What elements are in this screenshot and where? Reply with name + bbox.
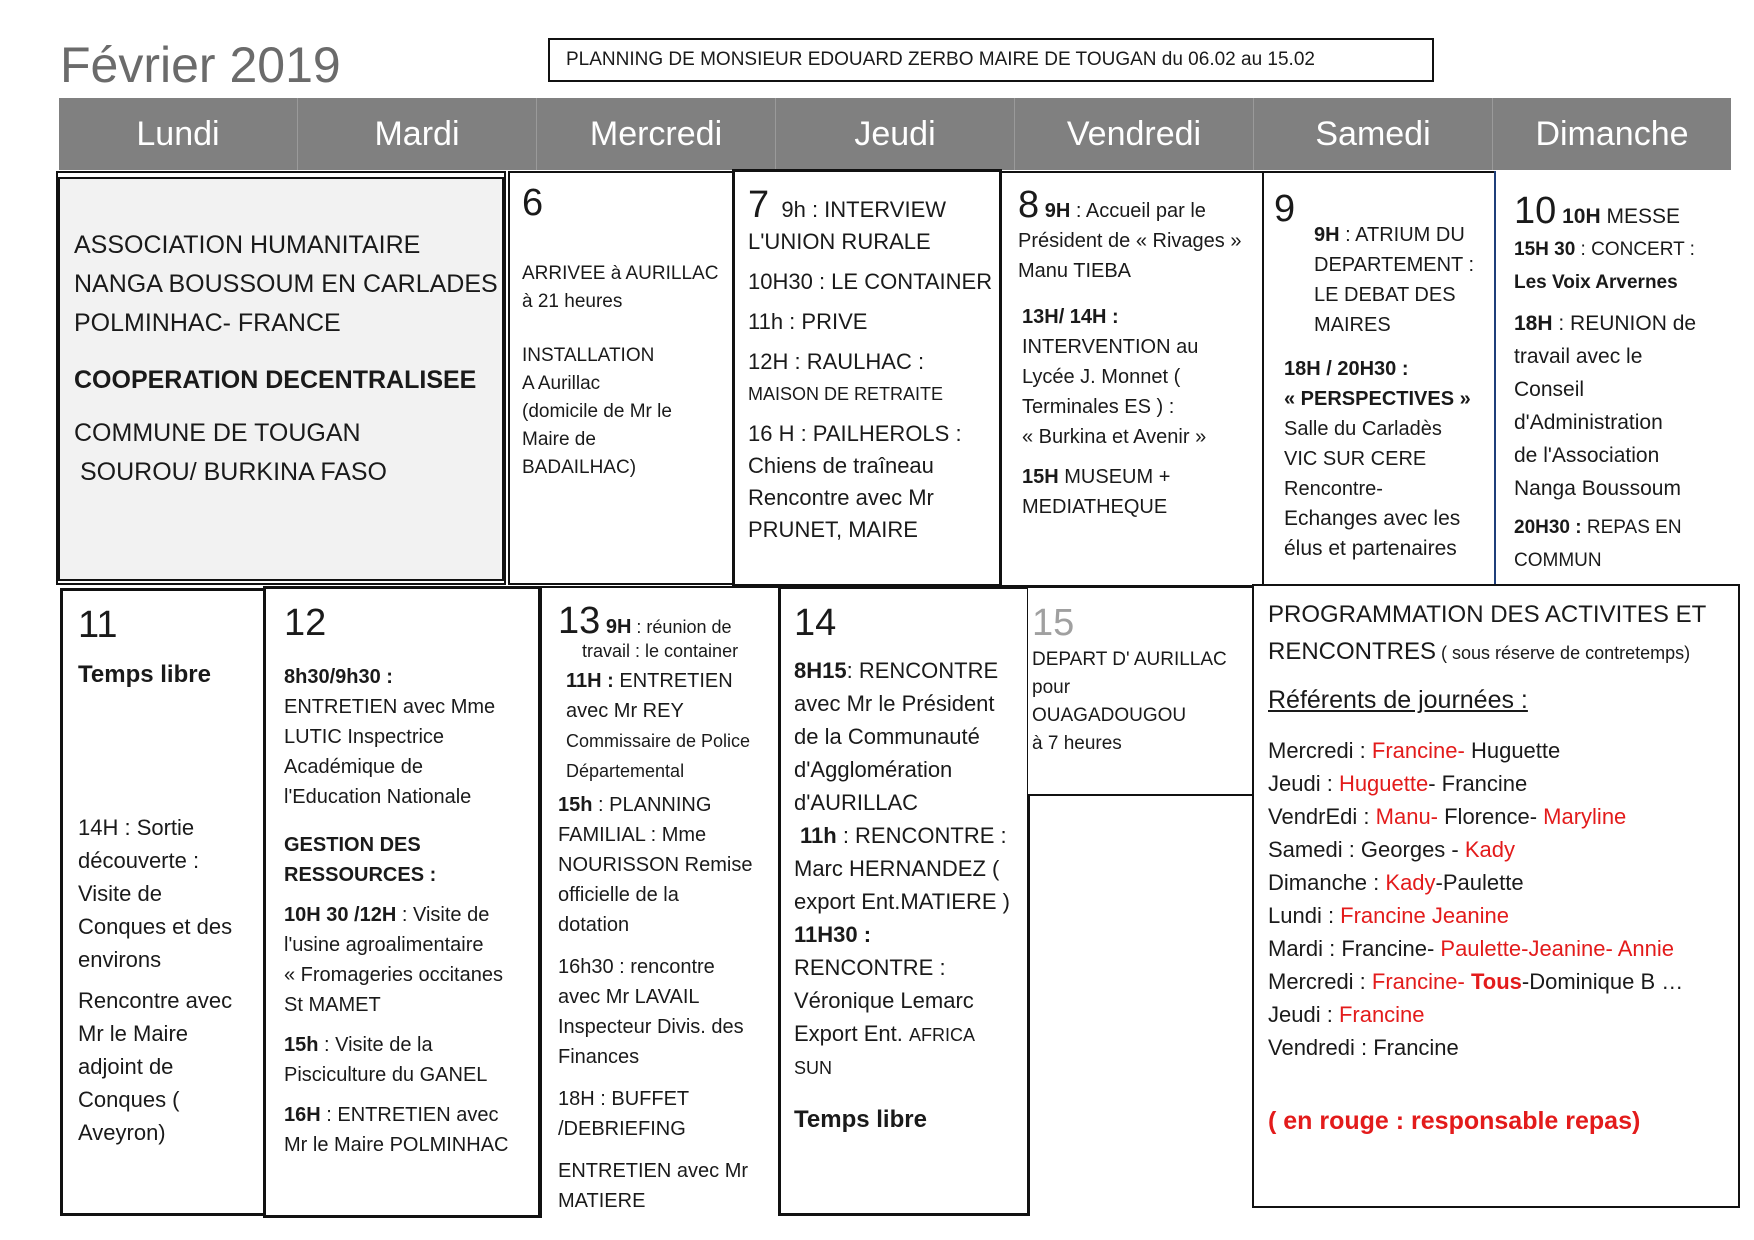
event-text: Export Ent. — [794, 1021, 909, 1046]
event-text: : ENTRETIEN avec — [320, 1104, 499, 1126]
day-8-content — [1018, 186, 1241, 522]
intro-line: POLMINHAC- FRANCE — [74, 309, 341, 337]
referents-heading: Référents de journées : — [1268, 686, 1528, 714]
event-time: 11h — [800, 823, 837, 848]
event-time: 9H — [605, 616, 632, 638]
day-number: 11 — [78, 604, 118, 646]
event-text: NOURISSON Remise — [558, 854, 753, 876]
day-13-content — [558, 602, 752, 1216]
event-text: LE DEBAT DES — [1314, 284, 1456, 306]
event-text: travail : le container — [582, 641, 739, 661]
planning-title: PLANNING DE MONSIEUR EDOUARD ZERBO MAIRE DE TOUGAN du 06.02 au 15.02 — [548, 38, 1434, 82]
day-header-mercredi: Mercredi — [537, 98, 776, 170]
event-time: 9H — [1314, 224, 1340, 246]
event-text: : RENCONTRE : — [836, 823, 1007, 848]
referent-row: Mardi : Francine- Paulette-Jeanine- Annie — [1268, 936, 1675, 961]
event-text: ENTRETIEN avec Mme — [284, 696, 496, 718]
event-text: Conques et des — [78, 914, 233, 939]
event-text: : RENCONTRE — [846, 658, 999, 683]
event-time: 8h30/9h30 : — [284, 666, 393, 688]
association-text — [74, 226, 498, 492]
event-text: avec Mr REY — [566, 700, 684, 722]
event-text: Président de « Rivages » — [1018, 230, 1242, 252]
event-text: COMMUN — [1514, 550, 1602, 571]
event-text: travail avec le — [1514, 345, 1643, 368]
event-text: de l'Association — [1514, 444, 1660, 467]
event-text: Salle du Carladès — [1284, 418, 1442, 440]
event-text: LUTIC Inspectrice — [284, 726, 445, 748]
event-text: à 21 heures — [522, 291, 623, 312]
referent-row: Samedi : Georges - Kady — [1268, 837, 1516, 862]
day-10-content — [1514, 192, 1696, 577]
event-text: 9h : INTERVIEW — [781, 197, 947, 222]
day-number: 10 — [1514, 190, 1557, 232]
event-text: à 7 heures — [1032, 733, 1122, 754]
event-time: 13H/ 14H : — [1022, 306, 1119, 328]
intro-line: NANGA BOUSSOUM EN CARLADES — [74, 270, 498, 298]
dimanche-divider — [1494, 171, 1496, 587]
event-text: INTERVENTION au — [1022, 336, 1199, 358]
event-time: 15h — [284, 1034, 319, 1056]
free-time-label: Temps libre — [78, 661, 211, 688]
event-text: 16 H : PAILHEROLS : — [748, 421, 962, 446]
day-14-content — [794, 604, 1010, 1136]
event-text: PRUNET, MAIRE — [748, 517, 918, 542]
event-text: Pisciculture du GANEL — [284, 1064, 488, 1086]
event-title: Les Voix Arvernes — [1514, 272, 1678, 293]
event-text: : REUNION de — [1552, 312, 1697, 335]
event-text: REPAS EN — [1581, 517, 1682, 538]
event-text: FAMILIAL : Mme — [558, 824, 707, 846]
event-time: 11H30 : — [794, 922, 872, 947]
event-text: ENTRETIEN avec Mr — [558, 1160, 749, 1182]
event-title: « PERSPECTIVES » — [1284, 388, 1471, 410]
intro-cooperation: COOPERATION DECENTRALISEE — [74, 366, 477, 394]
day-header-mardi: Mardi — [298, 98, 537, 170]
programmation-title: PROGRAMMATION DES ACTIVITES ET — [1268, 601, 1707, 628]
event-text: 14H : Sortie — [78, 815, 195, 840]
event-text: d'Administration — [1514, 411, 1663, 434]
event-text: BADAILHAC) — [522, 457, 637, 478]
event-text: RENCONTRE : — [794, 955, 946, 980]
event-text: DEPARTEMENT : — [1314, 254, 1475, 276]
event-text: 16h30 : rencontre — [558, 956, 715, 978]
day-number: 12 — [284, 602, 327, 644]
event-time: 18H — [1514, 312, 1553, 335]
day-9-content — [1274, 190, 1474, 564]
event-text: 12H : RAULHAC : — [748, 349, 925, 374]
event-text: 18H : BUFFET — [558, 1088, 690, 1110]
day-number: 6 — [522, 182, 544, 224]
day-number: 7 — [748, 184, 770, 226]
event-text: Mr le Maire — [78, 1021, 189, 1046]
event-text: Inspecteur Divis. des — [558, 1016, 744, 1038]
event-text: Terminales ES ) : — [1022, 396, 1175, 418]
event-text: MUSEUM + — [1058, 466, 1171, 488]
event-time: 10H — [1562, 205, 1601, 228]
day-11-content — [78, 606, 232, 1149]
legend-note: ( en rouge : responsable repas) — [1268, 1107, 1641, 1135]
event-text: l'usine agroalimentaire — [284, 934, 484, 956]
event-text: AFRICA — [908, 1025, 975, 1045]
event-time: 18H / 20H30 : — [1284, 358, 1409, 380]
event-text: /DEBRIEFING — [558, 1118, 686, 1140]
day-header-row — [59, 98, 1731, 170]
day-header-samedi: Samedi — [1254, 98, 1493, 170]
day-header-jeudi: Jeudi — [776, 98, 1015, 170]
event-text: « Burkina et Avenir » — [1022, 426, 1207, 448]
event-text: Départemental — [566, 761, 685, 781]
referent-row: Mercredi : Francine- Tous-Dominique B … — [1268, 969, 1684, 994]
event-text: Finances — [558, 1046, 640, 1068]
day-12-content — [284, 604, 508, 1160]
event-text: A Aurillac — [522, 373, 601, 394]
event-text: « Fromageries occitanes — [284, 964, 503, 986]
event-text: 11h : PRIVE — [748, 309, 868, 334]
event-text: ENTRETIEN — [613, 670, 733, 692]
event-text: dotation — [558, 914, 630, 936]
event-text: ARRIVEE à AURILLAC — [522, 263, 719, 284]
event-text: Marc HERNANDEZ ( — [794, 856, 1000, 881]
event-text: : Accueil par le — [1070, 200, 1206, 222]
event-text: Rencontre avec — [78, 988, 233, 1013]
day-number: 13 — [558, 600, 601, 642]
event-time: 15h — [558, 794, 593, 816]
event-text: DEPART D' AURILLAC — [1032, 649, 1227, 670]
event-text: Nanga Boussoum — [1514, 477, 1681, 500]
event-text: adjoint de — [78, 1054, 174, 1079]
day-number: 8 — [1018, 184, 1040, 226]
event-text: Aveyron) — [78, 1120, 166, 1145]
event-text: : ATRIUM DU — [1339, 224, 1465, 246]
event-text: Manu TIEBA — [1018, 260, 1132, 282]
event-time: 11H : — [566, 670, 614, 692]
event-text: Visite de — [78, 881, 162, 906]
event-text: Commissaire de Police — [566, 731, 751, 751]
event-text: l'Education Nationale — [284, 786, 472, 808]
referent-row: Dimanche : Kady-Paulette — [1268, 870, 1524, 895]
event-text: : Visite de — [396, 904, 490, 926]
event-text: Conseil — [1514, 378, 1585, 401]
event-text: Lycée J. Monnet ( — [1022, 366, 1181, 388]
event-text: MESSE — [1600, 205, 1681, 228]
day-6-content — [522, 184, 718, 482]
programmation-title: RENCONTRES — [1268, 638, 1437, 665]
event-time: 15H 30 — [1514, 239, 1576, 260]
referent-row: VendrEdi : Manu- Florence- Maryline — [1268, 804, 1627, 829]
day-number: 14 — [794, 602, 837, 644]
event-text: OUAGADOUGOU — [1032, 705, 1187, 726]
event-text: d'Agglomération — [794, 757, 953, 782]
event-text: Véronique Lemarc — [794, 988, 974, 1013]
day-7-content — [748, 186, 992, 546]
event-text: Maire de — [522, 429, 596, 450]
event-text: avec Mr le Président — [794, 691, 995, 716]
event-time: 8H15 — [794, 658, 847, 683]
event-time: 15H — [1022, 466, 1059, 488]
event-text: : CONCERT : — [1575, 239, 1695, 260]
section-title: RESSOURCES : — [284, 864, 437, 886]
event-text: Conques ( — [78, 1087, 180, 1112]
section-title: GESTION DES — [284, 834, 421, 856]
event-time: 20H30 : — [1514, 517, 1582, 538]
referent-row: Lundi : Francine Jeanine — [1268, 903, 1509, 928]
day-header-dimanche: Dimanche — [1535, 115, 1689, 153]
event-text: Chiens de traîneau — [748, 453, 934, 478]
event-text: élus et partenaires — [1284, 537, 1457, 560]
day-number: 9 — [1274, 188, 1296, 230]
event-text: INSTALLATION — [522, 345, 655, 366]
event-text: officielle de la — [558, 884, 679, 906]
event-text: Rencontre avec Mr — [748, 485, 934, 510]
referent-row: Mercredi : Francine- Huguette — [1268, 738, 1561, 763]
event-text: St MAMET — [284, 994, 381, 1016]
referent-row: Jeudi : Huguette- Francine — [1268, 771, 1528, 796]
event-time: 9H — [1044, 200, 1071, 222]
event-text: : PLANNING — [592, 794, 712, 816]
event-text: SUN — [794, 1058, 833, 1078]
event-text: MAISON DE RETRAITE — [748, 384, 944, 404]
event-text: avec Mr LAVAIL — [558, 986, 700, 1008]
event-text: environs — [78, 947, 162, 972]
event-text: de la Communauté — [794, 724, 980, 749]
event-text: : réunion de — [631, 617, 732, 637]
event-text: pour — [1032, 677, 1071, 698]
day-15-content — [1032, 604, 1227, 758]
event-text: VIC SUR CERE — [1284, 448, 1427, 470]
event-text: MAIRES — [1314, 314, 1391, 336]
event-time: 16H — [284, 1104, 321, 1126]
free-time-label: Temps libre — [794, 1106, 927, 1133]
day-header-vendredi: Vendredi — [1015, 98, 1254, 170]
event-text: export Ent.MATIERE ) — [794, 889, 1010, 914]
event-text: Rencontre- — [1284, 478, 1383, 500]
day-number: 15 — [1032, 602, 1075, 644]
month-title: Février 2019 — [60, 37, 341, 93]
intro-line: ASSOCIATION HUMANITAIRE — [74, 231, 421, 259]
event-text: MATIERE — [558, 1190, 646, 1212]
event-text: Mr le Maire POLMINHAC — [284, 1134, 509, 1156]
event-text: MEDIATHEQUE — [1022, 496, 1168, 518]
event-time: 10H 30 /12H — [284, 904, 397, 926]
event-text: : Visite de la — [318, 1034, 433, 1056]
event-text: (domicile de Mr le — [522, 401, 672, 422]
event-text: Académique de — [284, 756, 423, 778]
intro-line: SOUROU/ BURKINA FASO — [80, 458, 388, 486]
programmation-content — [1268, 596, 1706, 1139]
intro-line: COMMUNE DE TOUGAN — [74, 419, 361, 447]
programmation-note: ( sous réserve de contretemps) — [1436, 643, 1691, 663]
event-text: découverte : — [78, 848, 200, 873]
referent-row: Vendredi : Francine — [1268, 1035, 1459, 1060]
event-text: L'UNION RURALE — [748, 229, 931, 254]
day-header-lundi: Lundi — [59, 98, 298, 170]
referent-row: Jeudi : Francine — [1268, 1002, 1425, 1027]
event-text: d'AURILLAC — [794, 790, 919, 815]
event-text: 10H30 : LE CONTAINER — [748, 269, 993, 294]
event-text: Echanges avec les — [1284, 507, 1461, 530]
